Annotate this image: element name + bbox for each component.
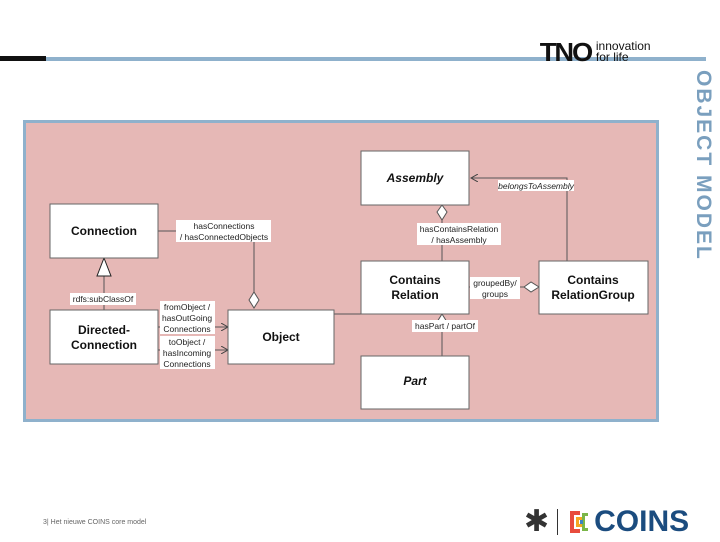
coins-wordmark: COINS (594, 505, 690, 538)
class-label-contains-relation-line-2: Relation (391, 288, 439, 302)
edge-label-has-connections-line-2: / hasConnectedObjects (179, 232, 269, 242)
logo-divider (557, 509, 558, 535)
class-label-directed-connection-line-2: Connection (71, 338, 137, 352)
edge-label-from-object-line-2: hasOutGoing (161, 313, 213, 323)
class-label-contains-relation-group-line-2: RelationGroup (551, 288, 635, 302)
slide-title: OBJECT MODEL (692, 70, 715, 261)
edge-label-from-object-line-1: fromObject / (163, 302, 211, 312)
class-label-connection: Connection (71, 224, 137, 238)
tno-tagline-line-2: for life (595, 50, 629, 64)
edge-subclass-of-triangle (97, 258, 111, 276)
class-label-directed-connection-line-1: Directed- (77, 323, 131, 337)
footer-caption: 3| Het nieuwe COINS core model (43, 519, 147, 526)
edge-has-connections-diamond (249, 292, 259, 308)
edge-label-has-connections-line-1: hasConnections (193, 221, 255, 231)
edge-label-to-object-line-1: toObject / (168, 337, 206, 347)
edge-label-has-part: hasPart / partOf (415, 321, 475, 331)
edge-label-grouped-by-line-1: groupedBy/ (473, 278, 517, 288)
class-label-part: Part (403, 374, 427, 388)
class-box-directed-connection (50, 310, 158, 364)
edge-has-contains-relation-diamond (437, 205, 447, 220)
edge-label-to-object-line-3: Connections (163, 359, 211, 369)
edge-label-from-object-line-3: Connections (163, 324, 211, 334)
class-label-contains-relation-line-1: Contains (389, 273, 441, 287)
class-label-contains-relation-group-line-1: Contains (567, 273, 619, 287)
coins-logo (524, 502, 689, 542)
asterisk-icon: ✱ (524, 505, 550, 538)
tno-tagline-line-1: innovation (595, 39, 651, 53)
edge-label-subclass-of: rdfs:subClassOf (72, 294, 134, 304)
edge-label-grouped-by-line-2: groups (482, 289, 508, 299)
class-label-object: Object (262, 330, 300, 344)
class-label-assembly: Assembly (386, 171, 444, 185)
coins-mark-icon (568, 509, 590, 535)
tno-logo-word: TNO (539, 37, 592, 67)
edge-grouped-by-diamond (524, 282, 539, 292)
edge-label-to-object-line-2: hasIncoming (162, 348, 212, 358)
edge-label-belongs-to-assembly: belongsToAssembly (498, 181, 574, 191)
edge-label-has-contains-relation-line-2: / hasAssembly (431, 235, 487, 245)
edge-label-has-contains-relation-line-1: hasContainsRelation (419, 224, 499, 234)
